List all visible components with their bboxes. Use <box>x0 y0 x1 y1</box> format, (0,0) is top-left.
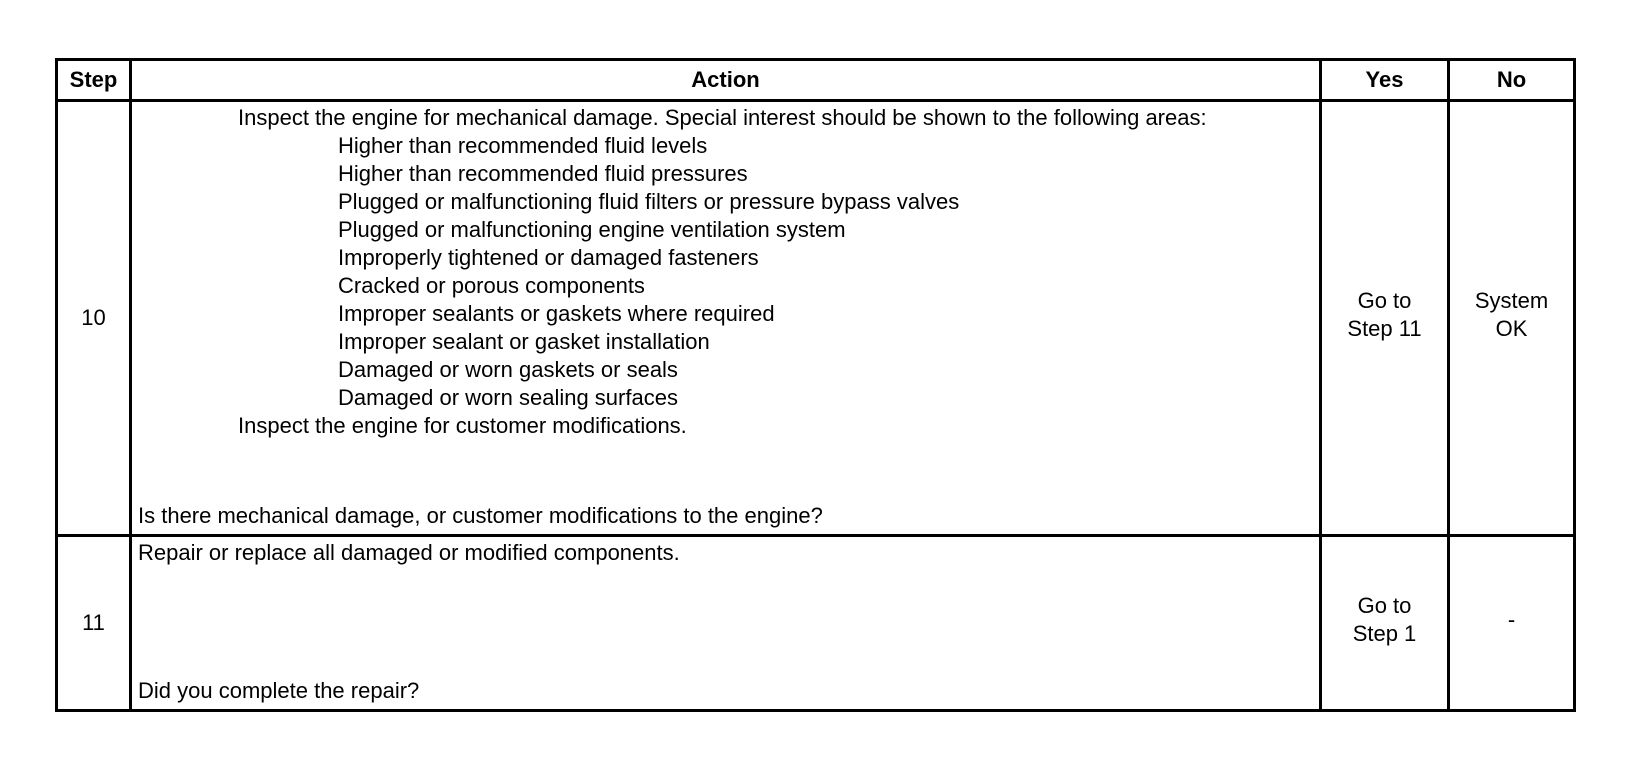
step-number: 11 <box>57 536 131 711</box>
no-result-line: System <box>1474 288 1549 313</box>
action-question: Did you complete the repair? <box>138 678 420 703</box>
action-cell <box>131 101 1321 536</box>
list-item: Higher than recommended fluid levels <box>338 133 708 158</box>
header-yes: Yes <box>1321 60 1449 101</box>
yes-result <box>1321 536 1449 711</box>
step-number: 10 <box>57 101 131 536</box>
header-no: No <box>1449 60 1575 101</box>
list-item: Improper sealant or gasket installation <box>338 329 710 354</box>
table-row-step-11 <box>57 536 1575 711</box>
list-item: Plugged or malfunctioning engine ventilation system <box>338 217 846 242</box>
list-item: Plugged or malfunctioning fluid filters or pressure bypass valves <box>338 189 960 214</box>
header-row <box>57 60 1575 101</box>
action-followup: Inspect the engine for customer modifications. <box>238 413 687 438</box>
no-result <box>1449 101 1575 536</box>
list-item: Improper sealants or gaskets where required <box>338 301 775 326</box>
yes-result-line: Step 11 <box>1347 316 1422 341</box>
no-result <box>1449 536 1575 711</box>
header-action: Action <box>131 60 1321 101</box>
list-item: Improperly tightened or damaged fasteners <box>338 245 759 270</box>
yes-result-line: Go to <box>1357 288 1412 313</box>
list-item: Higher than recommended fluid pressures <box>338 161 748 186</box>
yes-result <box>1321 101 1449 536</box>
header-step: Step <box>57 60 131 101</box>
no-result-line: OK <box>1495 316 1528 341</box>
action-question: Is there mechanical damage, or customer modifications to the engine? <box>138 503 823 528</box>
yes-result-line: Step 1 <box>1352 621 1417 646</box>
yes-result-line: Go to <box>1357 593 1412 618</box>
list-item: Damaged or worn gaskets or seals <box>338 357 678 382</box>
action-intro: Inspect the engine for mechanical damage. Special interest should be shown to the following areas: <box>238 105 1207 130</box>
table-row-step-10 <box>57 101 1575 536</box>
action-cell <box>131 536 1321 711</box>
action-intro: Repair or replace all damaged or modified components. <box>138 540 680 565</box>
diagnostic-table <box>55 58 1576 712</box>
list-item: Cracked or porous components <box>338 273 645 298</box>
no-result-line: - <box>1507 607 1516 632</box>
list-item: Damaged or worn sealing surfaces <box>338 385 678 410</box>
